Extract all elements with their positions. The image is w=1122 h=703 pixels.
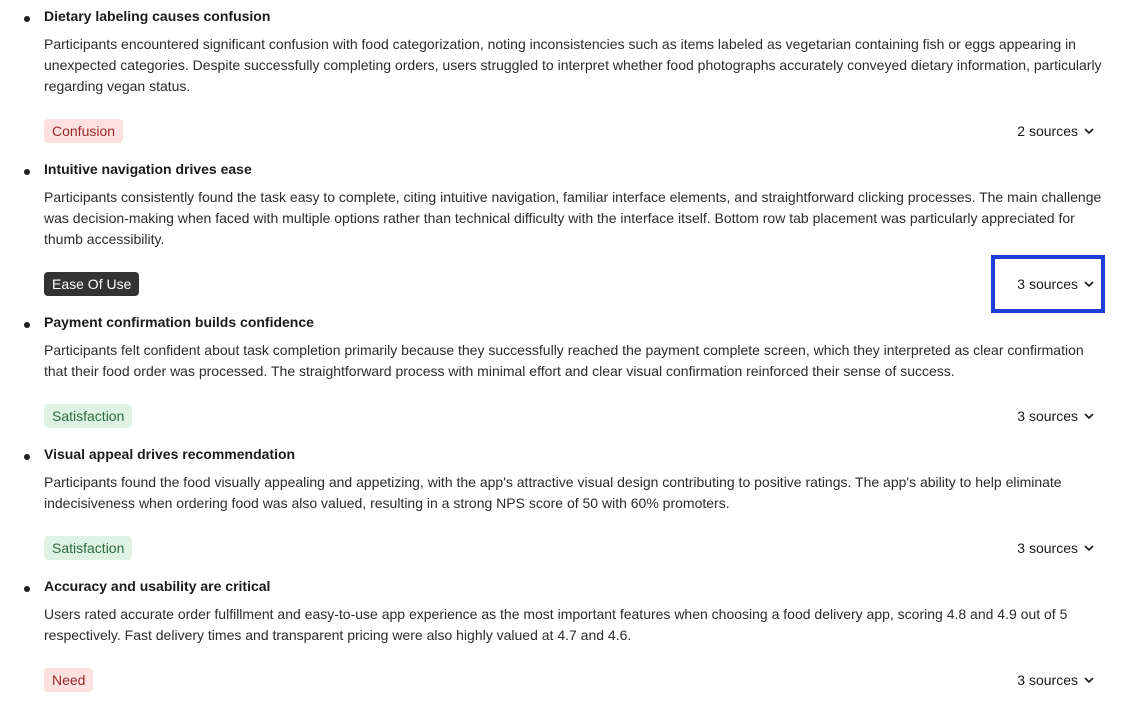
sources-label: 3 sources bbox=[1017, 672, 1078, 688]
tag-badge: Satisfaction bbox=[44, 536, 132, 560]
chevron-down-icon bbox=[1084, 543, 1094, 553]
sources-toggle-button[interactable] bbox=[1017, 668, 1094, 692]
sources-label: 3 sources bbox=[1017, 408, 1078, 424]
chevron-down-icon bbox=[1084, 411, 1094, 421]
insight-body: Participants felt confident about task completion primarily because they successfully reached the payment complete screen, which they interpreted as clear confirmation that their food order was processed. The straightforward process with minimal effort and clear visual confirmation reinforced their sense of success. bbox=[44, 342, 1084, 379]
bullet-icon bbox=[24, 586, 30, 592]
tag-badge: Confusion bbox=[44, 119, 123, 143]
insight-title: Dietary labeling causes confusion bbox=[44, 8, 271, 24]
chevron-down-icon bbox=[1084, 675, 1094, 685]
sources-label: 3 sources bbox=[1017, 276, 1078, 292]
bullet-icon bbox=[24, 16, 30, 22]
insight-body: Participants encountered significant confusion with food categorization, noting inconsistencies such as items labeled as vegetarian containing fish or eggs appearing in unexpected categories. Despite successfully completing orders, users struggled to interpret whether food photographs accurately conveyed dietary information, particularly regarding vegan status. bbox=[44, 36, 1102, 94]
sources-label: 3 sources bbox=[1017, 540, 1078, 556]
bullet-icon bbox=[24, 454, 30, 460]
tag-badge: Satisfaction bbox=[44, 404, 132, 428]
insight-title: Payment confirmation builds confidence bbox=[44, 314, 314, 330]
insight-title: Visual appeal drives recommendation bbox=[44, 446, 296, 462]
chevron-down-icon bbox=[1084, 126, 1094, 136]
insight-body: Participants consistently found the task easy to complete, citing intuitive navigation, familiar interface elements, and straightforward clicking processes. The main challenge was decision-making when faced with multiple options rather than technical difficulty with the interface itself. Bottom row tab placement was particularly appreciated for thumb accessibility. bbox=[44, 189, 1102, 247]
sources-toggle-button[interactable] bbox=[1017, 404, 1094, 428]
insight-body: Participants found the food visually appealing and appetizing, with the app's attractive visual design contributing to positive ratings. The app's ability to help eliminate indecisiveness when ordering food was also valued, resulting in a strong NPS score of 50 with 60% promoters. bbox=[44, 474, 1062, 511]
insight-title: Intuitive navigation drives ease bbox=[44, 161, 252, 177]
bullet-icon bbox=[24, 169, 30, 175]
bullet-icon bbox=[24, 322, 30, 328]
sources-label: 2 sources bbox=[1017, 123, 1078, 139]
sources-toggle-button[interactable] bbox=[1017, 119, 1094, 143]
tag-badge: Ease Of Use bbox=[44, 272, 139, 296]
sources-toggle-button[interactable] bbox=[1017, 536, 1094, 560]
tag-badge: Need bbox=[44, 668, 93, 692]
insight-title: Accuracy and usability are critical bbox=[44, 578, 271, 594]
insight-body: Users rated accurate order fulfillment and easy-to-use app experience as the most important features when choosing a food delivery app, scoring 4.8 and 4.9 out of 5 respectively. Fast delivery times and transparent pricing were also highly valued at 4.7 and 4.6. bbox=[44, 606, 1068, 643]
focus-highlight bbox=[991, 255, 1105, 313]
